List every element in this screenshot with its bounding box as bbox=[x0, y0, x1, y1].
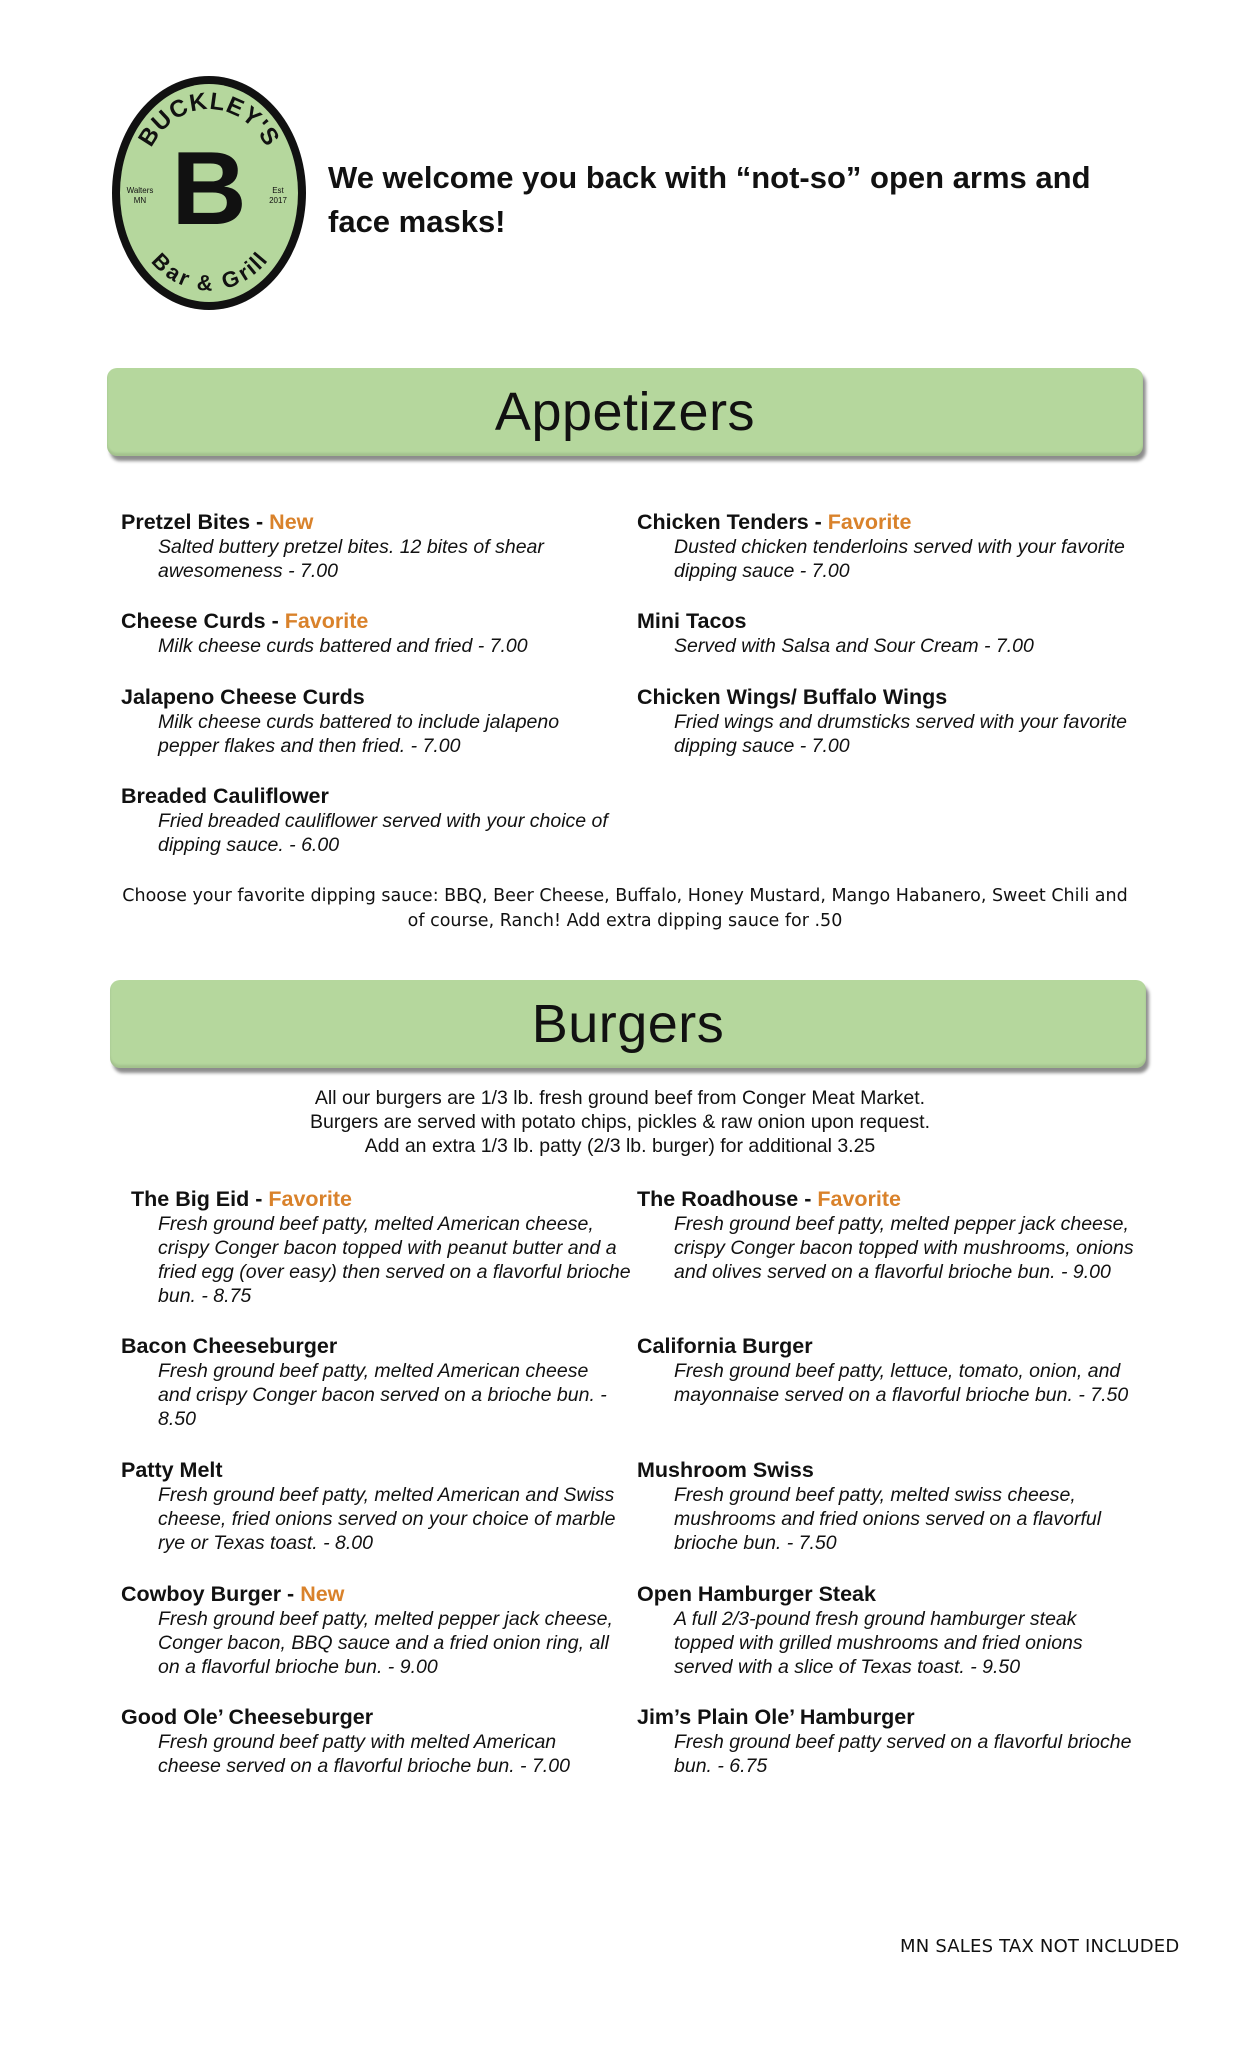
menu-item bbox=[121, 1705, 621, 1778]
logo-arc-top: BUCKLEY'S bbox=[133, 87, 285, 152]
item-name: Mushroom Swiss bbox=[637, 1458, 814, 1482]
item-name: Breaded Cauliflower bbox=[121, 784, 329, 808]
item-description: Milk cheese curds battered to include jalapeno pepper flakes and then fried. - 7.00 bbox=[158, 711, 560, 757]
item-name: Chicken Wings/ Buffalo Wings bbox=[637, 685, 948, 709]
item-name-line: The Big Eid - Favorite bbox=[131, 1187, 352, 1211]
item-description: Fresh ground beef patty with melted American cheese served on a flavorful brioche bun. - 7.00 bbox=[158, 1731, 570, 1777]
item-name: Good Ole’ Cheeseburger bbox=[121, 1705, 374, 1729]
menu-item bbox=[121, 685, 621, 758]
item-name: California Burger bbox=[637, 1334, 813, 1358]
item-name: Bacon Cheeseburger bbox=[121, 1334, 338, 1358]
menu-item bbox=[637, 1458, 1137, 1555]
logo-right-line1: Est bbox=[272, 186, 284, 195]
logo-left-line2: MN bbox=[133, 196, 147, 205]
item-description: Salted buttery pretzel bites. 12 bites of shear awesomeness - 7.00 bbox=[158, 536, 544, 582]
restaurant-logo bbox=[108, 72, 310, 314]
item-description: Fresh ground beef patty, melted American cheese, crispy Conger bacon topped with peanut butter and a fried egg (over easy) then served on a flavorful brioche bun. - 8.75 bbox=[158, 1213, 631, 1307]
menu-item bbox=[121, 510, 621, 583]
item-tag: Favorite bbox=[268, 1187, 352, 1211]
menu-item bbox=[637, 609, 1137, 658]
logo-arc-bottom: Bar & Grill bbox=[146, 247, 272, 296]
burgers-intro bbox=[180, 1086, 1060, 1158]
item-description: Served with Salsa and Sour Cream - 7.00 bbox=[674, 635, 1034, 657]
item-description: Fried wings and drumsticks served with your favorite dipping sauce - 7.00 bbox=[674, 711, 1128, 757]
item-name-line: Cheese Curds - Favorite bbox=[121, 609, 369, 633]
item-tag: New bbox=[300, 1582, 345, 1606]
menu-item bbox=[121, 1458, 621, 1555]
item-name: Pretzel Bites bbox=[121, 510, 251, 534]
menu-item bbox=[121, 784, 621, 857]
appetizers-banner bbox=[107, 368, 1143, 456]
item-name-line: Cowboy Burger - New bbox=[121, 1582, 345, 1606]
burgers-intro-line: All our burgers are 1/3 lb. fresh ground beef from Conger Meat Market. bbox=[314, 1087, 926, 1109]
welcome-message: We welcome you back with “not-so” open arms and face masks! bbox=[328, 160, 1091, 239]
menu-item bbox=[121, 1582, 621, 1679]
menu-item bbox=[637, 1334, 1137, 1407]
item-name: Open Hamburger Steak bbox=[637, 1582, 876, 1606]
item-name: Jalapeno Cheese Curds bbox=[121, 685, 365, 709]
item-description: Fried breaded cauliflower served with your choice of dipping sauce. - 6.00 bbox=[158, 810, 608, 856]
menu-item bbox=[121, 609, 621, 658]
menu-item bbox=[637, 1187, 1137, 1284]
sales-tax-note: MN SALES TAX NOT INCLUDED bbox=[900, 1936, 1180, 1957]
item-name-line: Chicken Tenders - Favorite bbox=[637, 510, 912, 534]
item-description: Fresh ground beef patty, melted pepper jack cheese, Conger bacon, BBQ sauce and a fried onion ring, all on a flavorful brioche bun. - 9.00 bbox=[158, 1608, 613, 1678]
item-description: Fresh ground beef patty, melted American cheese and crispy Conger bacon served on a brioche bun. - 8.50 bbox=[158, 1360, 607, 1430]
item-name-line: Pretzel Bites - New bbox=[121, 510, 314, 534]
logo-left-line1: Walters bbox=[126, 186, 154, 195]
item-tag: Favorite bbox=[284, 609, 369, 633]
item-tag: New bbox=[269, 510, 314, 534]
appetizers-title: Appetizers bbox=[494, 382, 756, 442]
item-description: Fresh ground beef patty, melted swiss cheese, mushrooms and fried onions served on a flavorful brioche bun. - 7.50 bbox=[674, 1484, 1102, 1554]
item-name: The Roadhouse bbox=[637, 1187, 799, 1211]
item-name: Jim’s Plain Ole’ Hamburger bbox=[637, 1705, 915, 1729]
item-description: Fresh ground beef patty, melted American and Swiss cheese, fried onions served on your choice of marble rye or Texas toast. - 8.00 bbox=[158, 1484, 616, 1554]
item-description: Fresh ground beef patty, lettuce, tomato, onion, and mayonnaise served on a flavorful brioche bun. - 7.50 bbox=[674, 1360, 1129, 1406]
item-description: Fresh ground beef patty served on a flavorful brioche bun. - 6.75 bbox=[674, 1731, 1132, 1777]
item-tag: Favorite bbox=[827, 510, 912, 534]
item-name: Cowboy Burger bbox=[121, 1582, 282, 1606]
menu-item bbox=[121, 1334, 621, 1431]
item-name-line: The Roadhouse - Favorite bbox=[637, 1187, 902, 1211]
item-description: Dusted chicken tenderloins served with your favorite dipping sauce - 7.00 bbox=[674, 536, 1125, 582]
burgers-banner bbox=[110, 980, 1146, 1068]
item-name: Cheese Curds bbox=[121, 609, 266, 633]
burgers-intro-line: Burgers are served with potato chips, pickles & raw onion upon request. bbox=[309, 1111, 930, 1133]
item-description: Fresh ground beef patty, melted pepper jack cheese, crispy Conger bacon topped with mushrooms, onions and olives served on a flavorful brioche bun. - 9.00 bbox=[674, 1213, 1134, 1283]
item-name: Patty Melt bbox=[121, 1458, 223, 1482]
item-tag: Favorite bbox=[817, 1187, 902, 1211]
menu-item bbox=[637, 1705, 1137, 1778]
logo-right-line2: 2017 bbox=[269, 196, 287, 205]
dipping-sauce-note: Choose your favorite dipping sauce: BBQ, Beer Cheese, Buffalo, Honey Mustard, Mango Habanero, Sweet Chili and of course, Ranch! Add extra dipping sauce for .50 bbox=[122, 886, 1128, 931]
menu-item bbox=[637, 685, 1137, 758]
item-name: The Big Eid bbox=[131, 1187, 250, 1211]
menu-item bbox=[637, 510, 1137, 583]
item-description: Milk cheese curds battered and fried - 7.00 bbox=[158, 635, 528, 657]
menu-item bbox=[637, 1582, 1137, 1679]
item-name: Mini Tacos bbox=[637, 609, 747, 633]
burgers-intro-line: Add an extra 1/3 lb. patty (2/3 lb. burger) for additional 3.25 bbox=[364, 1135, 876, 1157]
menu-item bbox=[131, 1187, 631, 1308]
logo-graphic bbox=[108, 72, 310, 314]
burgers-title: Burgers bbox=[531, 994, 725, 1054]
item-name: Chicken Tenders bbox=[637, 510, 809, 534]
item-description: A full 2/3-pound fresh ground hamburger steak topped with grilled mushrooms and fried onions served with a slice of Texas toast. - 9.50 bbox=[674, 1608, 1083, 1678]
logo-letter: B bbox=[171, 131, 247, 247]
